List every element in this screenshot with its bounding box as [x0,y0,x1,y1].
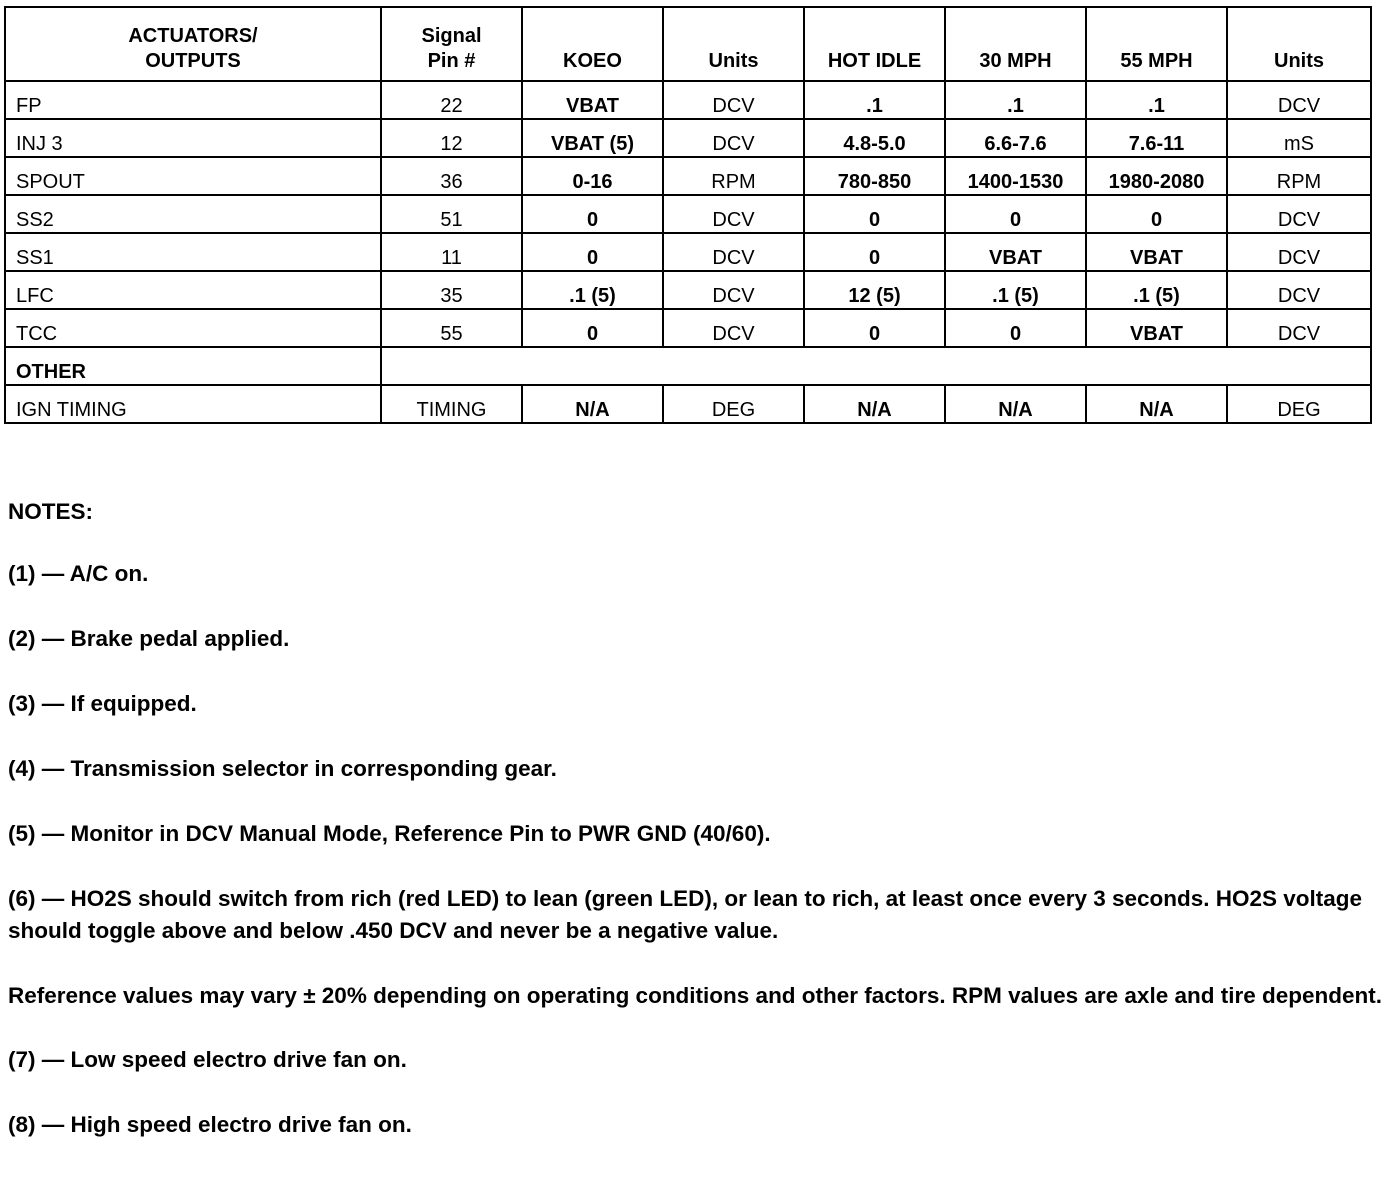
cell-koeo: N/A [522,385,663,423]
cell-mph55: VBAT [1086,233,1227,271]
cell-mph30: 0 [945,195,1086,233]
cell-units2: DEG [1227,385,1371,423]
table-body [5,81,1371,423]
cell-pin: 22 [381,81,522,119]
cell-pin: 36 [381,157,522,195]
cell-koeo: 0 [522,309,663,347]
cell-mph55: N/A [1086,385,1227,423]
cell-hot-idle: 0 [804,309,945,347]
cell-units2: RPM [1227,157,1371,195]
cell-pin: 51 [381,195,522,233]
notes-heading: NOTES: [8,499,94,524]
cell-hot-idle: N/A [804,385,945,423]
cell-hot-idle: .1 [804,81,945,119]
cell-name: SPOUT [5,157,381,195]
cell-mph30: VBAT [945,233,1086,271]
cell-units2: DCV [1227,195,1371,233]
cell-mph55: .1 [1086,81,1227,119]
cell-units: DCV [663,195,804,233]
notes-section [8,496,1383,1174]
cell-pin: 55 [381,309,522,347]
cell-mph30: 6.6-7.6 [945,119,1086,157]
table-row [5,309,1371,347]
table-row [5,157,1371,195]
cell-hot-idle: 0 [804,195,945,233]
cell-units2: DCV [1227,309,1371,347]
ign-timing-row [5,385,1371,423]
cell-mph30: 1400-1530 [945,157,1086,195]
cell-koeo: 0 [522,233,663,271]
cell-name: SS1 [5,233,381,271]
notes-list [8,558,1383,1141]
header-55-mph: 55 MPH [1086,7,1227,81]
header-signal-pin: Signal Pin # [381,7,522,81]
note-item: (4) — Transmission selector in corresponding gear. [8,756,557,781]
cell-units: DCV [663,233,804,271]
cell-units2: mS [1227,119,1371,157]
other-blank-cell [381,347,1371,385]
cell-name: FP [5,81,381,119]
table-row [5,81,1371,119]
header-30-mph: 30 MPH [945,7,1086,81]
header-hot-idle: HOT IDLE [804,7,945,81]
cell-units: DCV [663,271,804,309]
cell-koeo: VBAT (5) [522,119,663,157]
cell-units2: DCV [1227,233,1371,271]
cell-koeo: 0-16 [522,157,663,195]
cell-name: IGN TIMING [5,385,381,423]
table-row [5,271,1371,309]
note-item: (5) — Monitor in DCV Manual Mode, Reference Pin to PWR GND (40/60). [8,821,771,846]
cell-mph30: .1 (5) [945,271,1086,309]
reference-note: Reference values may vary ± 20% depending on operating conditions and other factors. RPM values are axle and tire dependent. [8,983,1382,1008]
cell-name: LFC [5,271,381,309]
cell-units: RPM [663,157,804,195]
cell-units2: DCV [1227,81,1371,119]
cell-koeo: 0 [522,195,663,233]
note-item: (3) — If equipped. [8,691,197,716]
cell-units: DEG [663,385,804,423]
cell-pin: TIMING [381,385,522,423]
header-units-2: Units [1227,7,1371,81]
cell-units: DCV [663,119,804,157]
table-row [5,233,1371,271]
other-row [5,347,1371,385]
cell-mph30: N/A [945,385,1086,423]
cell-pin: 11 [381,233,522,271]
cell-mph55: VBAT [1086,309,1227,347]
header-units: Units [663,7,804,81]
cell-mph55: 0 [1086,195,1227,233]
cell-name: TCC [5,309,381,347]
header-actuators-outputs: ACTUATORS/ OUTPUTS [5,7,381,81]
note-item: (7) — Low speed electro drive fan on. [8,1047,407,1072]
table-header-row [5,7,1371,81]
cell-hot-idle: 0 [804,233,945,271]
cell-units: DCV [663,81,804,119]
cell-name: INJ 3 [5,119,381,157]
note-item: (1) — A/C on. [8,561,149,586]
cell-hot-idle: 4.8-5.0 [804,119,945,157]
note-item: (8) — High speed electro drive fan on. [8,1112,412,1137]
cell-mph55: 1980-2080 [1086,157,1227,195]
cell-mph30: 0 [945,309,1086,347]
actuator-outputs-table [4,6,1372,424]
cell-name: SS2 [5,195,381,233]
note-item: (6) — HO2S should switch from rich (red LED) to lean (green LED), or lean to rich, at least once every 3 seconds. HO2S voltage should toggle above and below .450 DCV and never be a negative value. [8,886,1363,943]
table-row [5,119,1371,157]
cell-pin: 12 [381,119,522,157]
cell-mph55: 7.6-11 [1086,119,1227,157]
cell-mph55: .1 (5) [1086,271,1227,309]
cell-koeo: VBAT [522,81,663,119]
cell-mph30: .1 [945,81,1086,119]
cell-koeo: .1 (5) [522,271,663,309]
cell-hot-idle: 780-850 [804,157,945,195]
other-label: OTHER [5,347,381,385]
cell-hot-idle: 12 (5) [804,271,945,309]
cell-units2: DCV [1227,271,1371,309]
table-row [5,195,1371,233]
note-item: (2) — Brake pedal applied. [8,626,290,651]
cell-units: DCV [663,309,804,347]
header-koeo: KOEO [522,7,663,81]
cell-pin: 35 [381,271,522,309]
